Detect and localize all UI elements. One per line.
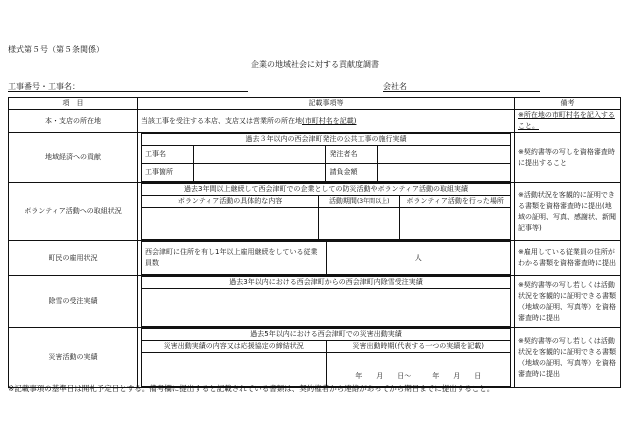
footer-note: ※記載事項の基準日は開札予定日とする。備考欄に提出すると記載されている書類は、契約権者から連絡があってから期日までに提出すること。 — [8, 384, 495, 393]
form-number: 様式第５号（第５条関係） — [8, 45, 104, 54]
disaster-item: 災害活動の実績 — [9, 328, 138, 388]
row-snow — [9, 276, 621, 328]
row-employment — [9, 241, 621, 276]
volunteer-c2-label: 活動期間 — [328, 197, 357, 205]
snow-head: 過去3年以内における西会津町からの西会津町内除雪受注実績 — [142, 277, 511, 289]
volunteer-v2[interactable] — [319, 208, 400, 240]
snow-value[interactable] — [142, 289, 511, 327]
snow-item: 除雪の受注実績 — [9, 276, 138, 328]
disaster-c2: 災害出動時期(代表する一つの実績を記載) — [326, 341, 511, 353]
disaster-note: ※契約書等の写し若しくは活動状況を客観的に証明できる書類（地域の証明、写真等）を資格審査時に提出 — [515, 328, 621, 388]
employment-content — [138, 241, 515, 276]
disaster-content — [138, 328, 515, 388]
office-item: 本・支店の所在地 — [9, 110, 138, 133]
company-line[interactable] — [383, 91, 540, 92]
row-disaster — [9, 328, 621, 388]
project-line[interactable] — [8, 91, 248, 92]
page-title: 企業の地域社会に対する貢献度調書 — [251, 60, 379, 69]
economy-f3-value[interactable] — [193, 164, 326, 182]
disaster-date[interactable]: 年 月 日〜 年 月 日 — [326, 353, 511, 387]
employment-note: ※雇用している従業員の住所がわかる書類を資格審査時に提出 — [515, 241, 621, 276]
col-notes: 備考 — [515, 98, 621, 110]
survey-table — [8, 97, 621, 388]
volunteer-c1: ボランティア活動の具体的な内容 — [142, 196, 319, 208]
snow-content — [138, 276, 515, 328]
economy-note: ※契約書等の写しを資格審査時に提出すること — [515, 133, 621, 183]
table-header-row — [9, 98, 621, 110]
col-content: 記載事項等 — [138, 98, 515, 110]
office-content[interactable] — [138, 110, 515, 133]
volunteer-v3[interactable] — [400, 208, 511, 240]
economy-f4: 請負金額 — [326, 164, 378, 182]
row-office — [9, 110, 621, 133]
row-economy — [9, 133, 621, 183]
economy-f3: 工事箇所 — [142, 164, 194, 182]
economy-f1-value[interactable] — [193, 146, 326, 164]
volunteer-note: ※活動状況を客観的に証明できる書類を資格審査時に提出(地域の証明、写真、感謝状、新聞記事等) — [515, 183, 621, 241]
volunteer-v1[interactable] — [142, 208, 319, 240]
snow-note: ※契約書等の写し若しくは活動状況を客観的に証明できる書類（地域の証明、写真等）を資格審査時に提出 — [515, 276, 621, 328]
volunteer-content — [138, 183, 515, 241]
employment-value[interactable] — [326, 242, 511, 275]
disaster-head: 過去5年以内における西会津町での災害出動実績 — [142, 329, 511, 341]
company-label: 会社名 — [383, 82, 407, 91]
volunteer-item: ボランティア活動への取組状況 — [9, 183, 138, 241]
disaster-v1[interactable] — [142, 353, 327, 387]
employment-item: 町民の雇用状況 — [9, 241, 138, 276]
economy-content — [138, 133, 515, 183]
volunteer-c2 — [319, 196, 400, 208]
economy-f4-value[interactable] — [378, 164, 511, 182]
office-text: 当該工事を受注する本店、支店又は営業所の所在地 — [141, 116, 302, 125]
col-item: 項 目 — [9, 98, 138, 110]
disaster-c1: 災害出動実績の内容又は応援協定の締結状況 — [142, 341, 327, 353]
office-note: ※所在地の市町村名を記入すること。 — [515, 110, 621, 133]
volunteer-c3: ボランティア活動を行った場所 — [400, 196, 511, 208]
employment-label: 西会津町に住所を有し1年以上雇用継続をしている従業員数 — [142, 242, 327, 275]
economy-item: 地域経済への貢献 — [9, 133, 138, 183]
project-label: 工事番号・工事名： — [8, 82, 80, 91]
economy-f1: 工事名 — [142, 146, 194, 164]
economy-head: 過去３年以内の西会津町発注の公共工事の施行実績 — [142, 134, 511, 146]
row-volunteer — [9, 183, 621, 241]
employment-unit: 人 — [414, 253, 422, 262]
volunteer-head: 過去3年間以上継続して西会津町での企業としての防災活動やボランティア活動の取組実績 — [142, 184, 511, 196]
economy-f2-value[interactable] — [378, 146, 511, 164]
office-note-inline: (市町村名を記載) — [302, 116, 357, 125]
volunteer-c2-sub: (3年間以上) — [356, 198, 390, 205]
economy-f2: 発注者名 — [326, 146, 378, 164]
